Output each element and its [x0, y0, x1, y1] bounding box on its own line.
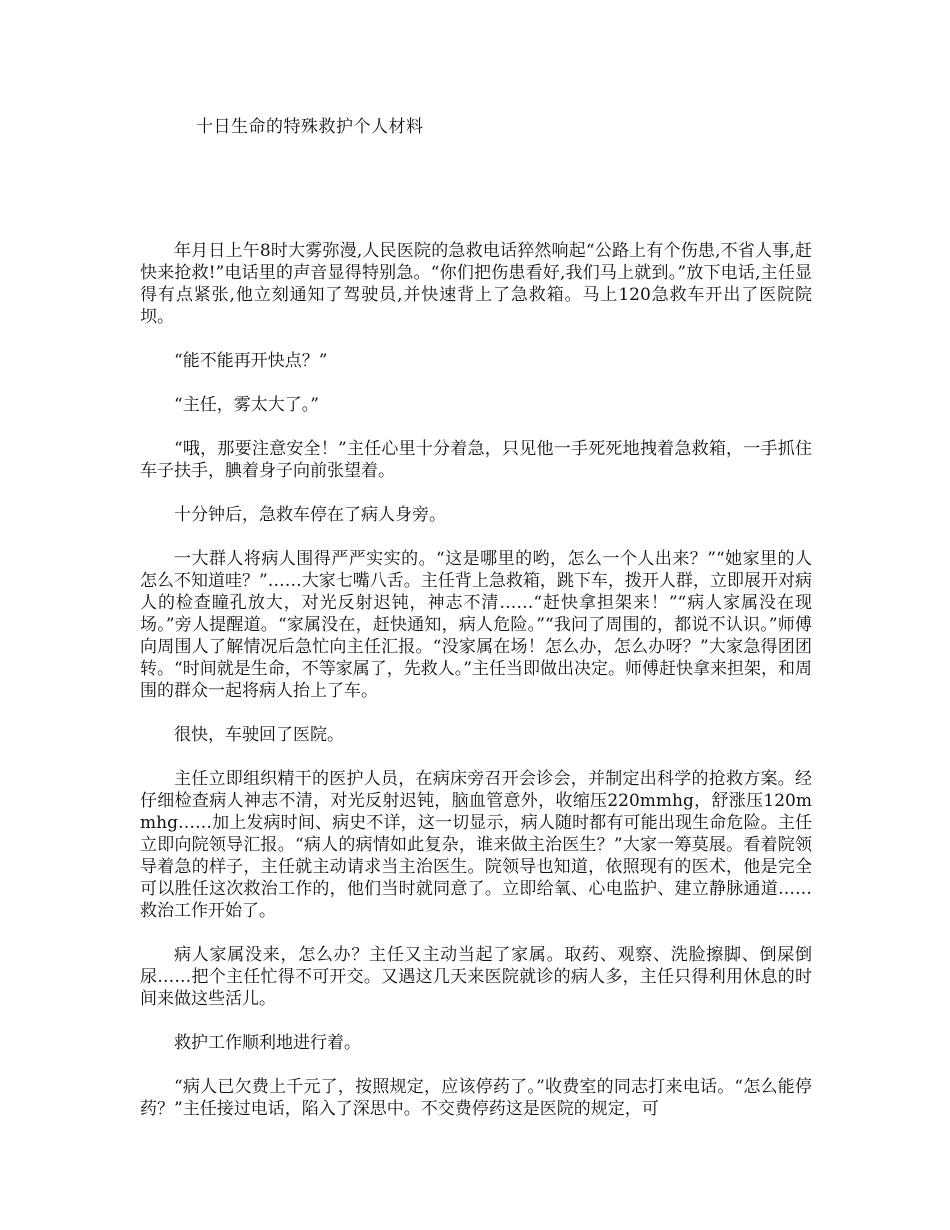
paragraph-3: “主任，雾太大了。”	[174, 395, 319, 415]
paragraph-2: “能不能再开快点？”	[174, 351, 328, 371]
paragraph-7: 很快，车驶回了医院。	[174, 725, 344, 745]
paragraph-8: 主任立即组织精干的医护人员，在病床旁召开会诊会，并制定出科学的抢救方案。经仔细检查病人神志不清，对光反射迟钝，脑血管意外，收缩压220mmhg，舒涨压120mmhg……加上发病时间、病史不详，这一切显示，病人随时都有可能出现生命危险。主任立即向院领导汇报。“病人的病情如此复杂，谁来做主治医生？”大家一筹莫展。看着院领导着急的样子，主任就主动请求当主治医生。院领导也知道，依照现有的医术，他是完全可以胜任这次救治工作的，他们当时就同意了。立即给氧、心电监护、建立静脉通道……救治工作开始了。	[140, 769, 812, 921]
paragraph-5: 十分钟后，急救车停在了病人身旁。	[174, 505, 446, 525]
paragraph-4: “哦，那要注意安全！”主任心里十分着急，只见他一手死死地拽着急救箱，一手抓住车子扶手，腆着身子向前张望着。	[140, 439, 812, 481]
paragraph-9: 病人家属没来，怎么办？主任又主动当起了家属。取药、观察、洗脸擦脚、倒屎倒尿……把个主任忙得不可开交。又遇这几天来医院就诊的病人多，主任只得利用休息的时间来做这些活儿。	[140, 945, 812, 1009]
paragraph-6: 一大群人将病人围得严严实实的。“这是哪里的哟，怎么一个人出来？”“她家里的人怎么不知道哇？”……大家七嘴八舌。主任背上急救箱，跳下车，拨开人群，立即展开对病人的检查瞳孔放大，对光反射迟钝，神志不清……“赶快拿担架来！”“病人家属没在现场。”旁人提醒道。“家属没在，赶快通知，病人危险。”“我问了周围的，都说不认识。”师傅向周围人了解情况后急忙向主任汇报。“没家属在场！怎么办，怎么办呀？”大家急得团团转。“时间就是生命，不等家属了，先救人。”主任当即做出决定。师傅赶快拿来担架，和周围的群众一起将病人抬上了车。	[140, 549, 812, 701]
paragraph-11: “病人已欠费上千元了，按照规定，应该停药了。”收费室的同志打来电话。“怎么能停药？”主任接过电话，陷入了深思中。不交费停药这是医院的规定，可	[140, 1077, 812, 1119]
document-title: 十日生命的特殊救护个人材料	[196, 117, 424, 137]
document-body	[140, 240, 812, 1142]
paragraph-10: 救护工作顺利地进行着。	[174, 1033, 361, 1053]
paragraph-1: 年月日上午8时大雾弥漫,人民医院的急救电话猝然响起“公路上有个伤患,不省人事,赶快来抢救!”电话里的声音显得特别急。“你们把伤患看好,我们马上就到。”放下电话,主任显得有点紧张,他立刻通知了驾驶员,并快速背上了急救箱。马上120急救车开出了医院院坝。	[140, 241, 812, 327]
